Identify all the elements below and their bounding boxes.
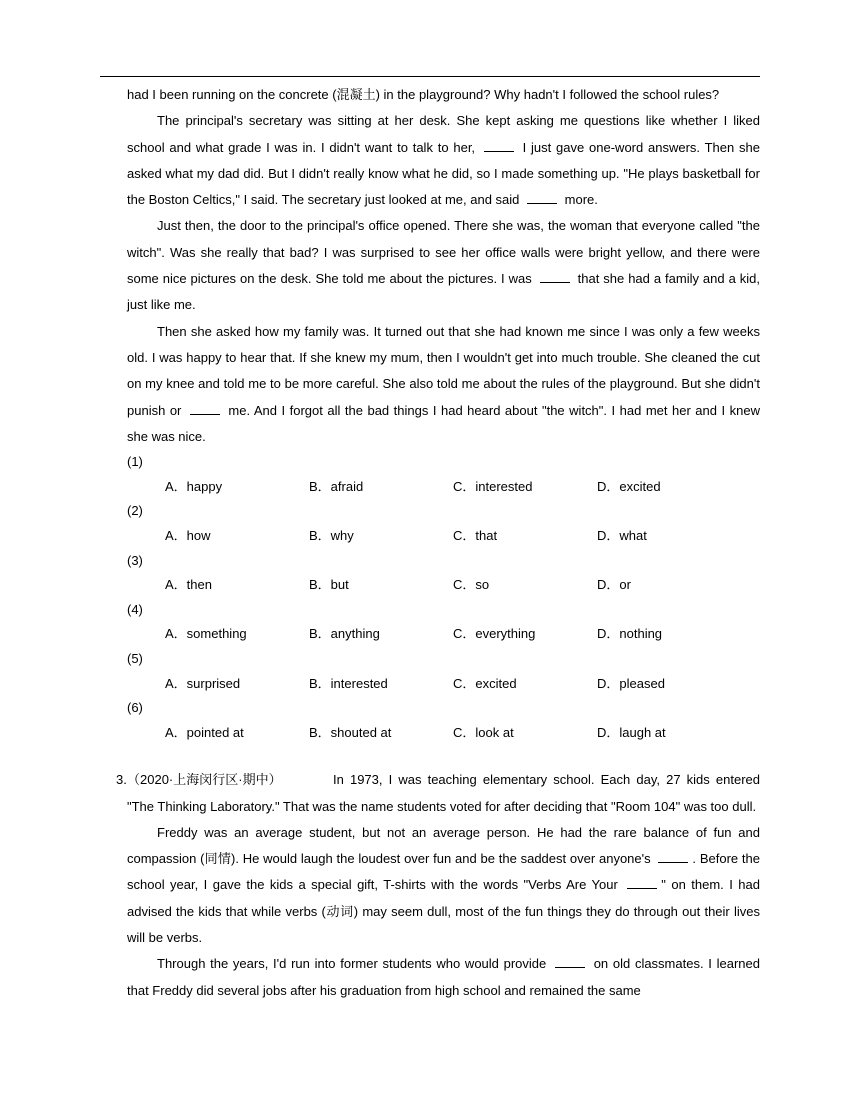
answer-blank[interactable] [658,850,688,863]
option-row [127,524,760,549]
option-b[interactable]: B．but [309,577,349,593]
paragraph-text: " on them. I had advised the kids that while verbs (动词) may seem dull, most of the fun things they do through out their lives will be verbs. [127,877,760,946]
option-d[interactable]: D．laugh at [597,724,666,740]
option-d[interactable]: D．what [597,527,647,543]
paragraph-text: In 1973, I was teaching elementary school. Each day, 27 kids entered "The Thinking Laboratory." That was the name students voted for after deciding that "Room 104" was too dull. [127,772,760,814]
option-a[interactable]: A．then [165,577,212,593]
option-b[interactable]: B．interested [309,675,388,691]
option-row [127,622,760,647]
option-c[interactable]: C．excited [453,675,517,691]
paragraph-text: Through the years, I'd run into former students who would provide [157,956,547,972]
option-a[interactable]: A．how [165,527,211,543]
question-number: (1) [127,454,143,470]
option-c[interactable]: C．look at [453,724,514,740]
paragraph-text: I just gave one-word answers. Then she asked what my dad did. But I didn't really know what he did, so I made something up. "He plays basketball for the Boston Celtics," I said. The secretary just looked at me, and said [127,139,760,208]
question-list [127,450,760,745]
option-c[interactable]: C．that [453,527,498,543]
paragraph-text: that she had a family and a kid, just like me. [127,271,760,313]
answer-blank[interactable] [527,191,557,204]
question-number: (2) [127,503,143,519]
option-b[interactable]: B．afraid [309,478,364,494]
option-b[interactable]: B．anything [309,626,380,642]
passage-paragraph [127,820,760,951]
question-3-number: 3. [116,772,127,788]
option-b[interactable]: B．why [309,527,354,543]
paragraph-text: on old classmates. I learned that Freddy did several jobs after his graduation from high school and remained the same [127,956,760,998]
passage-paragraph [127,213,760,318]
question-source: （2020·上海闵行区·期中） [127,772,282,788]
option-row [127,721,760,746]
option-c[interactable]: C．so [453,577,490,593]
option-d[interactable]: D．pleased [597,675,665,691]
option-row [127,672,760,697]
option-b[interactable]: B．shouted at [309,724,392,740]
paragraph-text: . Before the school year, I gave the kids a special gift, T-shirts with the words "Verbs Are Your [127,851,760,893]
question-number: (4) [127,601,143,617]
page-content [116,82,760,1004]
question-number: (5) [127,650,143,666]
passage-paragraph [127,319,760,450]
question-3 [116,767,760,820]
option-c[interactable]: C．everything [453,626,536,642]
option-a[interactable]: A．happy [165,478,223,494]
paragraph-text: me. And I forgot all the bad things I had heard about "the witch". I had met her and I knew she was nice. [127,402,760,444]
answer-blank[interactable] [484,139,514,152]
option-d[interactable]: D．or [597,577,631,593]
option-row [127,475,760,500]
option-row [127,573,760,598]
paragraph-text: Freddy was an average student, but not an average person. He had the rare balance of fun and compassion (同情). He would laugh the loudest over fun and be the saddest over anyone's [127,824,760,867]
option-d[interactable]: D．excited [597,478,661,494]
passage-paragraph [127,108,760,213]
paragraph-text: more. [564,192,598,208]
option-c[interactable]: C．interested [453,478,533,494]
question-number: (3) [127,552,143,568]
option-a[interactable]: A．surprised [165,675,241,691]
header-rule [100,76,760,77]
passage-paragraph [127,951,760,1004]
answer-blank[interactable] [190,402,220,415]
paragraph-text: Just then, the door to the principal's office opened. There she was, the woman that everyone called "the witch". Was she really that bad? I was surprised to see her office walls were bright yellow, and there were some nice pictures on the desk. She told me about the pictures. I was [127,218,760,287]
question-number: (6) [127,700,143,716]
answer-blank[interactable] [555,955,585,968]
paragraph-text: The principal's secretary was sitting at her desk. She kept asking me questions like whether I liked school and what grade I was in. I didn't want to talk to her, [127,113,760,155]
passage-paragraph [127,767,760,820]
option-a[interactable]: A．pointed at [165,724,244,740]
answer-blank[interactable] [540,270,570,283]
option-d[interactable]: D．nothing [597,626,663,642]
option-a[interactable]: A．something [165,626,247,642]
passage-paragraph: had I been running on the concrete (混凝土) in the playground? Why hadn't I followed the school rules? [127,87,720,102]
answer-blank[interactable] [627,876,657,889]
paragraph-text: Then she asked how my family was. It turned out that she had known me since I was only a few weeks old. I was happy to hear that. If she knew my mum, then I wouldn't get into much trouble. She cleaned the cut on my knee and told me to be more careful. She also told me about the rules of the playground. But she didn't punish or [127,323,760,418]
